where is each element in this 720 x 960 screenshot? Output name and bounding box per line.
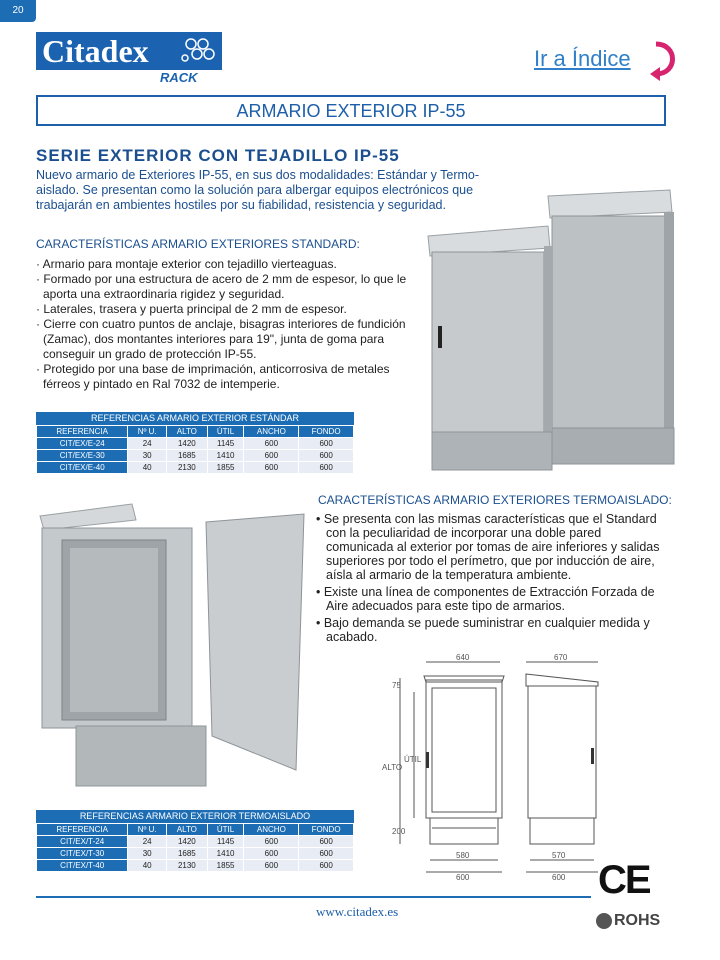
index-link[interactable]: Ir a Índice [534, 46, 631, 71]
thermo-bullet: • Existe una línea de componentes de Extracción Forzada de Aire adecuados para este tipo de armarios. [316, 585, 655, 613]
dim-label: 640 [456, 653, 470, 662]
col-header: ALTO [167, 824, 208, 836]
table-row [37, 848, 354, 860]
cell: CIT/EX/T-30 [37, 848, 128, 860]
rohs-mark: ROHS [614, 912, 661, 929]
cell: 600 [244, 860, 299, 872]
cell: 1420 [167, 836, 208, 848]
dim-label: 600 [552, 873, 566, 882]
thermo-bullet: • Bajo demanda se puede suministrar en cualquier medida y acabado. [316, 616, 650, 644]
cell: 600 [244, 450, 299, 462]
table-row [37, 860, 354, 872]
cell: CIT/EX/T-24 [37, 836, 128, 848]
cell: CIT/EX/E-30 [37, 450, 128, 462]
series-heading: SERIE EXTERIOR CON TEJADILLO IP-55 [36, 146, 400, 165]
cell: 40 [128, 860, 167, 872]
cell: 40 [128, 462, 167, 474]
standard-bullet: · Armario para montaje exterior con tejadillo vierteaguas. [36, 257, 337, 271]
cell: 1410 [207, 848, 244, 860]
dim-label: ÚTIL [404, 755, 422, 764]
logo-text: Citadex [42, 33, 149, 69]
standard-bullet: · Formado por una estructura de acero de 2 mm de espesor, lo que le aporta una extraordinaria rigidez y seguridad. [36, 272, 407, 301]
intro-text: Nuevo armario de Exteriores IP-55, en sus dos modalidades: Estándar y Termo-aislado. Se presentan como la solución para albergar equipos electrónicos que trabajarán en ambientes hostiles por su fiabilidad, resistencia y seguridad. [36, 168, 480, 212]
thermo-heading: CARACTERÍSTICAS ARMARIO EXTERIORES TERMOAISLADO: [318, 493, 672, 507]
cell: 600 [244, 848, 299, 860]
cell: 600 [299, 860, 354, 872]
dim-label: ALTO [382, 763, 403, 772]
dim-label: 570 [552, 851, 566, 860]
cell: 1145 [207, 438, 244, 450]
thermo-cabinet-image [36, 500, 316, 800]
standard-bullet: · Laterales, trasera y puerta principal de 2 mm de espesor. [36, 302, 347, 316]
cell: 600 [299, 836, 354, 848]
table-row [37, 836, 354, 848]
rohs-leaf-icon [595, 912, 613, 930]
col-header: FONDO [299, 824, 354, 836]
dim-label: 670 [554, 653, 568, 662]
table-row [37, 462, 354, 474]
thermo-ref-table [36, 810, 354, 872]
thermo-bullets [316, 512, 668, 647]
col-header: REFERENCIA [37, 824, 128, 836]
page-number: 20 [0, 0, 36, 22]
cell: 1145 [207, 836, 244, 848]
col-header: ÚTIL [207, 426, 244, 438]
table-row [37, 450, 354, 462]
website: www.citadex.es [316, 904, 399, 919]
page-title: ARMARIO EXTERIOR IP-55 [36, 95, 666, 126]
dim-label: 600 [456, 873, 470, 882]
dim-label: 200 [392, 827, 406, 836]
cell: 600 [299, 848, 354, 860]
cell: 30 [128, 450, 167, 462]
cell: 30 [128, 848, 167, 860]
thermo-table-caption: REFERENCIAS ARMARIO EXTERIOR TERMOAISLADO [36, 810, 354, 823]
cell: CIT/EX/E-40 [37, 462, 128, 474]
standard-bullet: · Cierre con cuatro puntos de anclaje, bisagras interiores de fundición (Zamac), dos montantes interiores para 19", junta de goma para conseguir un grado de protección IP-55. [36, 317, 406, 361]
standard-heading: CARACTERÍSTICAS ARMARIO EXTERIORES STANDARD: [36, 237, 360, 251]
footer-divider [36, 896, 591, 898]
ce-mark: CE [598, 858, 650, 902]
standard-ref-table [36, 412, 354, 474]
table-row [37, 438, 354, 450]
cell: 1685 [167, 848, 208, 860]
cell: 1855 [207, 462, 244, 474]
dim-label: 75 [392, 681, 401, 690]
standard-cabinets-image [420, 188, 680, 478]
col-header: ALTO [167, 426, 208, 438]
cell: 1410 [207, 450, 244, 462]
thermo-bullet: • Se presenta con las mismas características que el Standard con la peculiaridad de incorporar una doble pared comunicada al exterior por tomas de aire inferiores y salidas superiores por todo el perímetro, que por inducción de aire, aísla al armario de la temperatura ambiente. [316, 512, 660, 582]
technical-drawing [370, 652, 620, 884]
cell: 2130 [167, 462, 208, 474]
return-arrow-icon[interactable] [648, 40, 682, 82]
standard-bullet: · Protegido por una base de imprimación, anticorrosiva de metales férreos y pintado en Ral 7032 de intemperie. [36, 362, 390, 391]
cell: 600 [299, 450, 354, 462]
cell: 24 [128, 438, 167, 450]
cell: 600 [299, 462, 354, 474]
logo-rack: RACK [160, 70, 198, 85]
cell: CIT/EX/E-24 [37, 438, 128, 450]
col-header: ANCHO [244, 824, 299, 836]
cell: 24 [128, 836, 167, 848]
standard-table-caption: REFERENCIAS ARMARIO EXTERIOR ESTÁNDAR [36, 412, 354, 425]
cell: 600 [299, 438, 354, 450]
cell: 1685 [167, 450, 208, 462]
col-header: ÚTIL [207, 824, 244, 836]
logo-circles-icon [181, 36, 219, 66]
standard-bullets [36, 257, 428, 392]
col-header: Nº U. [128, 426, 167, 438]
cell: 600 [244, 438, 299, 450]
cell: 1855 [207, 860, 244, 872]
col-header: REFERENCIA [37, 426, 128, 438]
cell: 1420 [167, 438, 208, 450]
cell: CIT/EX/T-40 [37, 860, 128, 872]
col-header: FONDO [299, 426, 354, 438]
cell: 600 [244, 836, 299, 848]
dim-label: 580 [456, 851, 470, 860]
col-header: ANCHO [244, 426, 299, 438]
cell: 2130 [167, 860, 208, 872]
col-header: Nº U. [128, 824, 167, 836]
cell: 600 [244, 462, 299, 474]
